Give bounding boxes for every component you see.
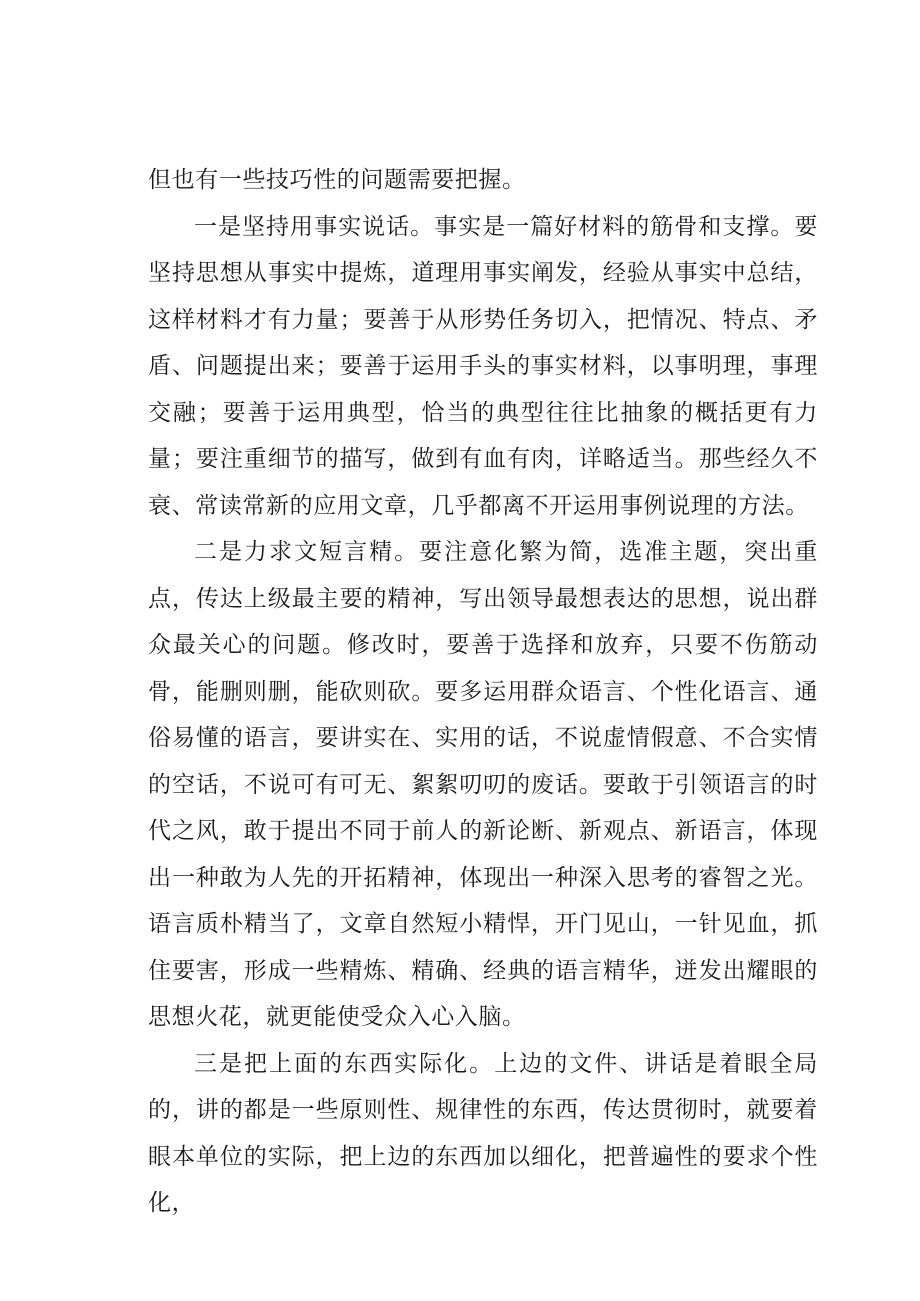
paragraph-facts: 一是坚持用事实说话。事实是一篇好材料的筋骨和支撑。要坚持思想从事实中提炼，道理用事实阐发，经验从事实中总结，这样材料才有力量；要善于从形势任务切入，把情况、特点、矛盾、问题提出来；要善于运用手头的事实材料，以事明理，事理交融；要善于运用典型，恰当的典型往往比抽象的概括更有力量；要注重细节的描写，做到有血有肉，详略适当。那些经久不衰、常读常新的应用文章，几乎都离不开运用事例说理的方法。 — [148, 213, 818, 519]
paragraph-continuation: 但也有一些技巧性的问题需要把握。 — [148, 167, 526, 193]
paragraph-concise: 二是力求文短言精。要注意化繁为简，选准主题，突出重点，传达上级最主要的精神，写出领导最想表达的思想，说出群众最关心的问题。修改时，要善于选择和放弃，只要不伤筋动骨，能删则删，能砍则砍。要多运用群众语言、个性化语言、通俗易懂的语言，要讲实在、实用的话，不说虚情假意、不合实情的空话，不说可有可无、絮絮叨叨的废话。要敢于引领语言的时代之风，敢于提出不同于前人的新论断、新观点、新语言，体现出一种敢为人先的开拓精神，体现出一种深入思考的睿智之光。语言质朴精当了，文章自然短小精悍，开门见山，一针见血，抓住要害，形成一些精炼、精确、经典的语言精华，迸发出耀眼的思想火花，就更能使受众入心入脑。 — [148, 539, 818, 1030]
body-text — [148, 157, 818, 1227]
paragraph-practical: 三是把上面的东西实际化。上边的文件、讲话是着眼全局的，讲的都是一些原则性、规律性的东西，传达贯彻时，就要着眼本单位的实际，把上边的东西加以细化，把普遍性的要求个性化， — [148, 1050, 818, 1216]
